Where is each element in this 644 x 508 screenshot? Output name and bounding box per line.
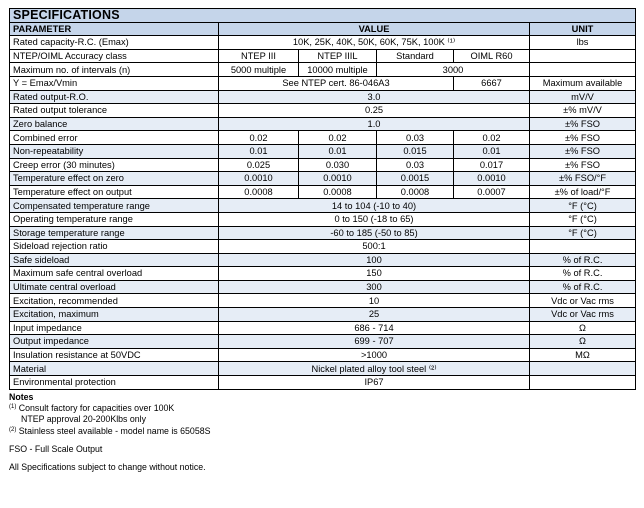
note-2-line-1: Stainless steel available - model name is 65058S	[18, 425, 211, 436]
table-row	[10, 348, 636, 362]
row-unit: mV/V	[530, 90, 636, 104]
row-value: 686 - 714	[219, 321, 530, 335]
row-value: Standard	[377, 49, 454, 63]
spec-sheet	[9, 8, 635, 473]
row-value: >1000	[219, 348, 530, 362]
row-unit: ±% FSO	[530, 144, 636, 158]
table-row	[10, 376, 636, 390]
row-value: 0.01	[219, 144, 299, 158]
row-value: 0.02	[219, 131, 299, 145]
row-value: 0.01	[299, 144, 377, 158]
row-value: 10	[219, 294, 530, 308]
row-value: 0.0010	[219, 172, 299, 186]
table-row	[10, 49, 636, 63]
row-value: 300	[219, 280, 530, 294]
table-row	[10, 199, 636, 213]
row-label: Excitation, recommended	[10, 294, 219, 308]
header-unit: UNIT	[530, 22, 636, 36]
table-row	[10, 308, 636, 322]
row-unit: ±% FSO/°F	[530, 172, 636, 186]
row-unit: Ω	[530, 335, 636, 349]
row-unit: ±% mV/V	[530, 104, 636, 118]
row-unit: ±% FSO	[530, 158, 636, 172]
row-unit: Maximum available	[530, 76, 636, 90]
table-row	[10, 280, 636, 294]
table-row	[10, 76, 636, 90]
table-row	[10, 321, 636, 335]
row-value: 0.017	[454, 158, 530, 172]
title-row	[10, 9, 636, 23]
table-row	[10, 226, 636, 240]
row-unit: % of R.C.	[530, 253, 636, 267]
table-row	[10, 144, 636, 158]
row-label: Combined error	[10, 131, 219, 145]
table-row	[10, 36, 636, 50]
row-value: See NTEP cert. 86-046A3	[219, 76, 454, 90]
row-unit: °F (°C)	[530, 199, 636, 213]
table-row	[10, 185, 636, 199]
row-label: Maximum safe central overload	[10, 267, 219, 281]
table-row	[10, 104, 636, 118]
row-value: 0.025	[219, 158, 299, 172]
row-label: Rated output-R.O.	[10, 90, 219, 104]
row-value: 100	[219, 253, 530, 267]
row-unit: Ω	[530, 321, 636, 335]
table-row	[10, 158, 636, 172]
row-value: -60 to 185 (-50 to 85)	[219, 226, 530, 240]
table-row	[10, 90, 636, 104]
row-label: Temperature effect on output	[10, 185, 219, 199]
row-unit: % of R.C.	[530, 280, 636, 294]
row-value: 6667	[454, 76, 530, 90]
row-value: 10K, 25K, 40K, 50K, 60K, 75K, 100K ⁽¹⁾	[219, 36, 530, 50]
note-1-line-1: Consult factory for capacities over 100K	[18, 402, 175, 413]
note-1-marker: (1)	[9, 403, 17, 410]
table-row	[10, 63, 636, 77]
table-row	[10, 117, 636, 131]
disclaimer: All Specifications subject to change without notice.	[9, 462, 206, 473]
row-value: 0.0008	[219, 185, 299, 199]
row-value: 0.02	[299, 131, 377, 145]
row-value: 0.0008	[299, 185, 377, 199]
row-value: 699 - 707	[219, 335, 530, 349]
row-value: 3.0	[219, 90, 530, 104]
row-value: 1.0	[219, 117, 530, 131]
row-label: NTEP/OIML Accuracy class	[10, 49, 219, 63]
row-label: Rated capacity-R.C. (Emax)	[10, 36, 219, 50]
row-value: 150	[219, 267, 530, 281]
spacer	[9, 455, 635, 462]
row-label: Zero balance	[10, 117, 219, 131]
table-row	[10, 172, 636, 186]
notes-title: Notes	[9, 391, 34, 402]
row-unit: ±% of load/°F	[530, 185, 636, 199]
row-value: NTEP IIIL	[299, 49, 377, 63]
row-unit: MΩ	[530, 348, 636, 362]
row-label: Temperature effect on zero	[10, 172, 219, 186]
row-label: Creep error (30 minutes)	[10, 158, 219, 172]
table-row	[10, 131, 636, 145]
row-value: 3000	[377, 63, 530, 77]
table-row	[10, 294, 636, 308]
table-row	[10, 362, 636, 376]
row-unit	[530, 376, 636, 390]
row-value: 0.01	[454, 144, 530, 158]
row-value: 0.03	[377, 131, 454, 145]
row-label: Storage temperature range	[10, 226, 219, 240]
spacer	[9, 437, 635, 444]
note-1-line-2-wrap	[9, 414, 635, 425]
row-label: Ultimate central overload	[10, 280, 219, 294]
row-unit: °F (°C)	[530, 212, 636, 226]
row-value: 5000 multiple	[219, 63, 299, 77]
row-label: Insulation resistance at 50VDC	[10, 348, 219, 362]
row-value: 0 to 150 (-18 to 65)	[219, 212, 530, 226]
row-value: 14 to 104 (-10 to 40)	[219, 199, 530, 213]
row-unit: Vdc or Vac rms	[530, 308, 636, 322]
row-value: 25	[219, 308, 530, 322]
row-value: 0.030	[299, 158, 377, 172]
row-unit: Vdc or Vac rms	[530, 294, 636, 308]
row-value: Nickel plated alloy tool steel ⁽²⁾	[219, 362, 530, 376]
table-row	[10, 267, 636, 281]
row-label: Environmental protection	[10, 376, 219, 390]
row-value: 0.0015	[377, 172, 454, 186]
table-row	[10, 335, 636, 349]
row-unit: % of R.C.	[530, 267, 636, 281]
row-value: 10000 multiple	[299, 63, 377, 77]
table-row	[10, 240, 636, 254]
row-value: 0.0010	[299, 172, 377, 186]
note-2	[9, 426, 635, 437]
table-row	[10, 212, 636, 226]
row-label: Output impedance	[10, 335, 219, 349]
row-unit: °F (°C)	[530, 226, 636, 240]
note-1	[9, 403, 635, 414]
row-label: Excitation, maximum	[10, 308, 219, 322]
specifications-table	[9, 8, 636, 390]
row-unit: ±% FSO	[530, 117, 636, 131]
row-label: Sideload rejection ratio	[10, 240, 219, 254]
row-label: Input impedance	[10, 321, 219, 335]
row-value: 0.015	[377, 144, 454, 158]
row-value: 0.02	[454, 131, 530, 145]
row-value: 0.0007	[454, 185, 530, 199]
row-unit: lbs	[530, 36, 636, 50]
row-label: Y = Emax/Vmin	[10, 76, 219, 90]
row-unit	[530, 362, 636, 376]
row-unit	[530, 49, 636, 63]
row-value: NTEP III	[219, 49, 299, 63]
header-parameter: PARAMETER	[10, 22, 219, 36]
table-title: SPECIFICATIONS	[10, 9, 636, 23]
row-value: 0.03	[377, 158, 454, 172]
notes-section	[9, 392, 635, 474]
row-label: Non-repeatability	[10, 144, 219, 158]
table-row	[10, 253, 636, 267]
row-value: 0.0008	[377, 185, 454, 199]
row-label: Operating temperature range	[10, 212, 219, 226]
row-label: Safe sideload	[10, 253, 219, 267]
row-value: 500:1	[219, 240, 530, 254]
row-value: IP67	[219, 376, 530, 390]
row-label: Material	[10, 362, 219, 376]
row-unit	[530, 63, 636, 77]
row-label: Compensated temperature range	[10, 199, 219, 213]
row-value: 0.25	[219, 104, 530, 118]
row-value: 0.0010	[454, 172, 530, 186]
note-1-line-2: NTEP approval 20-200Klbs only	[21, 414, 147, 425]
header-value: VALUE	[219, 22, 530, 36]
row-unit	[530, 240, 636, 254]
note-2-marker: (2)	[9, 426, 17, 433]
row-value: OIML R60	[454, 49, 530, 63]
header-row	[10, 22, 636, 36]
row-unit: ±% FSO	[530, 131, 636, 145]
row-label: Maximum no. of intervals (n)	[10, 63, 219, 77]
fso-definition: FSO - Full Scale Output	[9, 443, 103, 454]
row-label: Rated output tolerance	[10, 104, 219, 118]
